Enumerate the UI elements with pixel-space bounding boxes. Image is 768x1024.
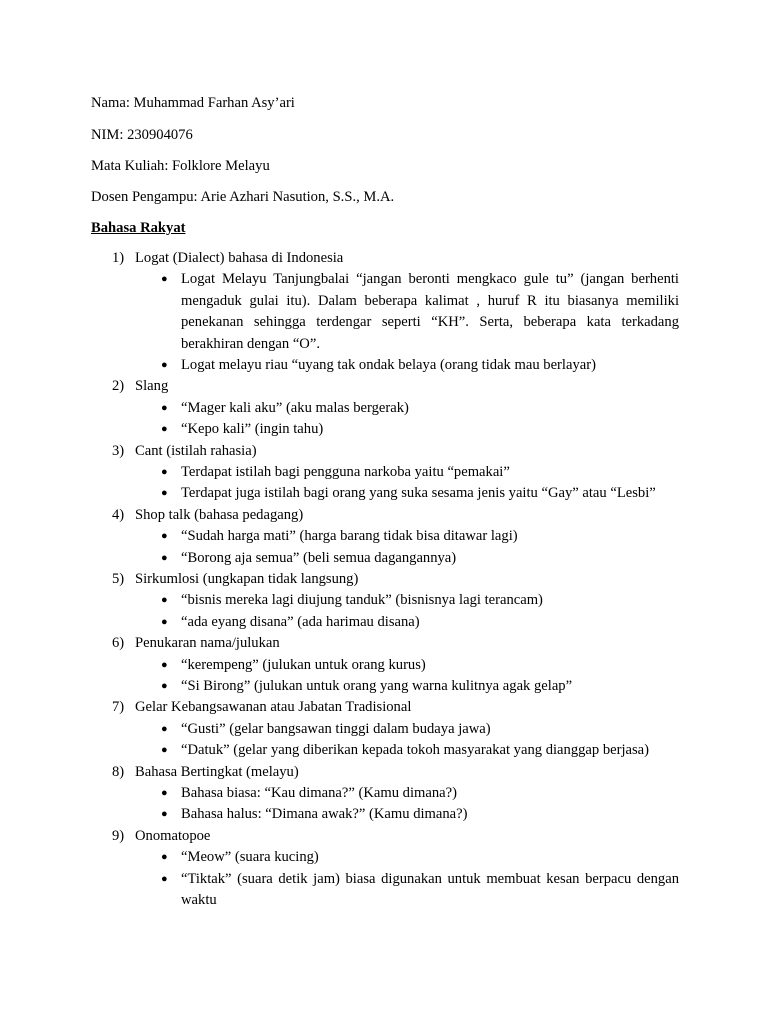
list-item-number: 6) xyxy=(112,635,125,652)
bullet-item xyxy=(0,847,768,868)
bullet-item xyxy=(0,719,768,740)
bullet-item xyxy=(0,740,768,761)
bullet-item xyxy=(0,804,768,825)
bullet-text: “Tiktak” (suara detik jam) biasa digunakan untuk membuat kesan berpacu dengan waktu xyxy=(181,870,679,909)
bullet-icon: ● xyxy=(161,551,168,564)
bullet-text: “Mager kali aku” (aku malas bergerak) xyxy=(181,399,409,416)
list-item xyxy=(0,697,768,718)
list-item-title: Shop talk (bahasa pedagang) xyxy=(135,506,304,523)
student-name: Nama: Muhammad Farhan Asy’ari xyxy=(91,95,295,111)
bullet-text: “Datuk” (gelar yang diberikan kepada tokoh masyarakat yang dianggap berjasa) xyxy=(181,742,650,759)
bullet-item xyxy=(0,676,768,697)
bullet-icon: ● xyxy=(161,273,168,286)
list-item-title: Bahasa Bertingkat (melayu) xyxy=(135,763,299,780)
bullet-icon: ● xyxy=(161,808,168,821)
student-nim: NIM: 230904076 xyxy=(91,127,193,143)
list-item-number: 9) xyxy=(112,827,125,844)
list-item-number: 8) xyxy=(112,763,125,780)
list-item xyxy=(0,376,768,397)
bullet-text: “Gusti” (gelar bangsawan tinggi dalam budaya jawa) xyxy=(181,720,491,737)
lecturer-name: Dosen Pengampu: Arie Azhari Nasution, S.S., M.A. xyxy=(91,189,395,205)
bullet-item xyxy=(0,548,768,569)
bullet-icon: ● xyxy=(161,658,168,671)
bullet-text: “Borong aja semua” (beli semua dagangannya) xyxy=(181,549,457,566)
bullet-text: “kerempeng” (julukan untuk orang kurus) xyxy=(181,656,426,673)
bullet-item xyxy=(0,783,768,804)
bullet-text: “ada eyang disana” (ada harimau disana) xyxy=(181,613,420,630)
bullet-item xyxy=(0,483,768,504)
bullet-text: Logat melayu riau “uyang tak ondak belaya (orang tidak mau berlayar) xyxy=(181,357,596,374)
list-item-title: Gelar Kebangsawanan atau Jabatan Tradisional xyxy=(135,699,412,716)
bullet-text: Logat Melayu Tanjungbalai “jangan beronti mengkaco gule tu” (jangan berhenti mengaduk gulai itu). Dalam beberapa kalimat , huruf R itu biasanya memiliki penekanan sehingga terdengar seperti “KH”. Serta, beberapa kata terkadang berakhiran dengan “O”. xyxy=(181,271,679,352)
list-item-number: 2) xyxy=(112,378,125,395)
list-item xyxy=(0,248,768,269)
list-item xyxy=(0,441,768,462)
bullet-text: “Kepo kali” (ingin tahu) xyxy=(181,421,324,438)
bullet-icon: ● xyxy=(161,787,168,800)
list-item-title: Cant (istilah rahasia) xyxy=(135,442,257,459)
list-item-number: 7) xyxy=(112,699,125,716)
bullet-text: “Meow” (suara kucing) xyxy=(181,849,319,866)
bullet-text: Terdapat istilah bagi pengguna narkoba yaitu “pemakai” xyxy=(181,464,510,481)
bullet-icon: ● xyxy=(161,872,168,885)
bullet-item xyxy=(0,269,768,355)
list-item-number: 5) xyxy=(112,571,125,588)
bullet-icon: ● xyxy=(161,594,168,607)
bullet-text: “bisnis mereka lagi diujung tanduk” (bisnisnya lagi terancam) xyxy=(181,592,543,609)
numbered-list xyxy=(0,248,768,911)
bullet-icon: ● xyxy=(161,722,168,735)
bullet-icon: ● xyxy=(161,851,168,864)
list-item-title: Sirkumlosi (ungkapan tidak langsung) xyxy=(135,571,359,588)
bullet-icon: ● xyxy=(161,744,168,757)
bullet-text: Bahasa halus: “Dimana awak?” (Kamu dimana?) xyxy=(181,806,468,823)
list-item-title: Onomatopoe xyxy=(135,827,211,844)
list-item-number: 1) xyxy=(112,250,125,266)
list-item xyxy=(0,762,768,783)
bullet-text: Terdapat juga istilah bagi orang yang suka sesama jenis yaitu “Gay” atau “Lesbi” xyxy=(181,485,656,502)
bullet-icon: ● xyxy=(161,680,168,693)
list-item-title: Logat (Dialect) bahasa di Indonesia xyxy=(135,250,344,266)
bullet-icon: ● xyxy=(161,401,168,414)
section-title: Bahasa Rakyat xyxy=(91,220,186,236)
bullet-item xyxy=(0,398,768,419)
course-name: Mata Kuliah: Folklore Melayu xyxy=(91,158,270,174)
bullet-icon: ● xyxy=(161,487,168,500)
bullet-item xyxy=(0,355,768,376)
list-item xyxy=(0,505,768,526)
bullet-item xyxy=(0,655,768,676)
list-item-number: 3) xyxy=(112,442,125,459)
bullet-item xyxy=(0,869,768,912)
bullet-icon: ● xyxy=(161,615,168,628)
bullet-item xyxy=(0,462,768,483)
bullet-text: “Si Birong” (julukan untuk orang yang warna kulitnya agak gelap” xyxy=(181,678,573,695)
bullet-item xyxy=(0,526,768,547)
bullet-item xyxy=(0,612,768,633)
list-item-title: Slang xyxy=(135,378,169,395)
list-item xyxy=(0,826,768,847)
list-item xyxy=(0,569,768,590)
bullet-text: “Sudah harga mati” (harga barang tidak bisa ditawar lagi) xyxy=(181,528,518,545)
bullet-item xyxy=(0,419,768,440)
bullet-text: Bahasa biasa: “Kau dimana?” (Kamu dimana?) xyxy=(181,785,457,802)
bullet-icon: ● xyxy=(161,530,168,543)
bullet-icon: ● xyxy=(161,423,168,436)
list-item xyxy=(0,633,768,654)
bullet-icon: ● xyxy=(161,359,168,372)
bullet-icon: ● xyxy=(161,466,168,479)
bullet-item xyxy=(0,590,768,611)
list-item-number: 4) xyxy=(112,506,125,523)
list-item-title: Penukaran nama/julukan xyxy=(135,635,280,652)
